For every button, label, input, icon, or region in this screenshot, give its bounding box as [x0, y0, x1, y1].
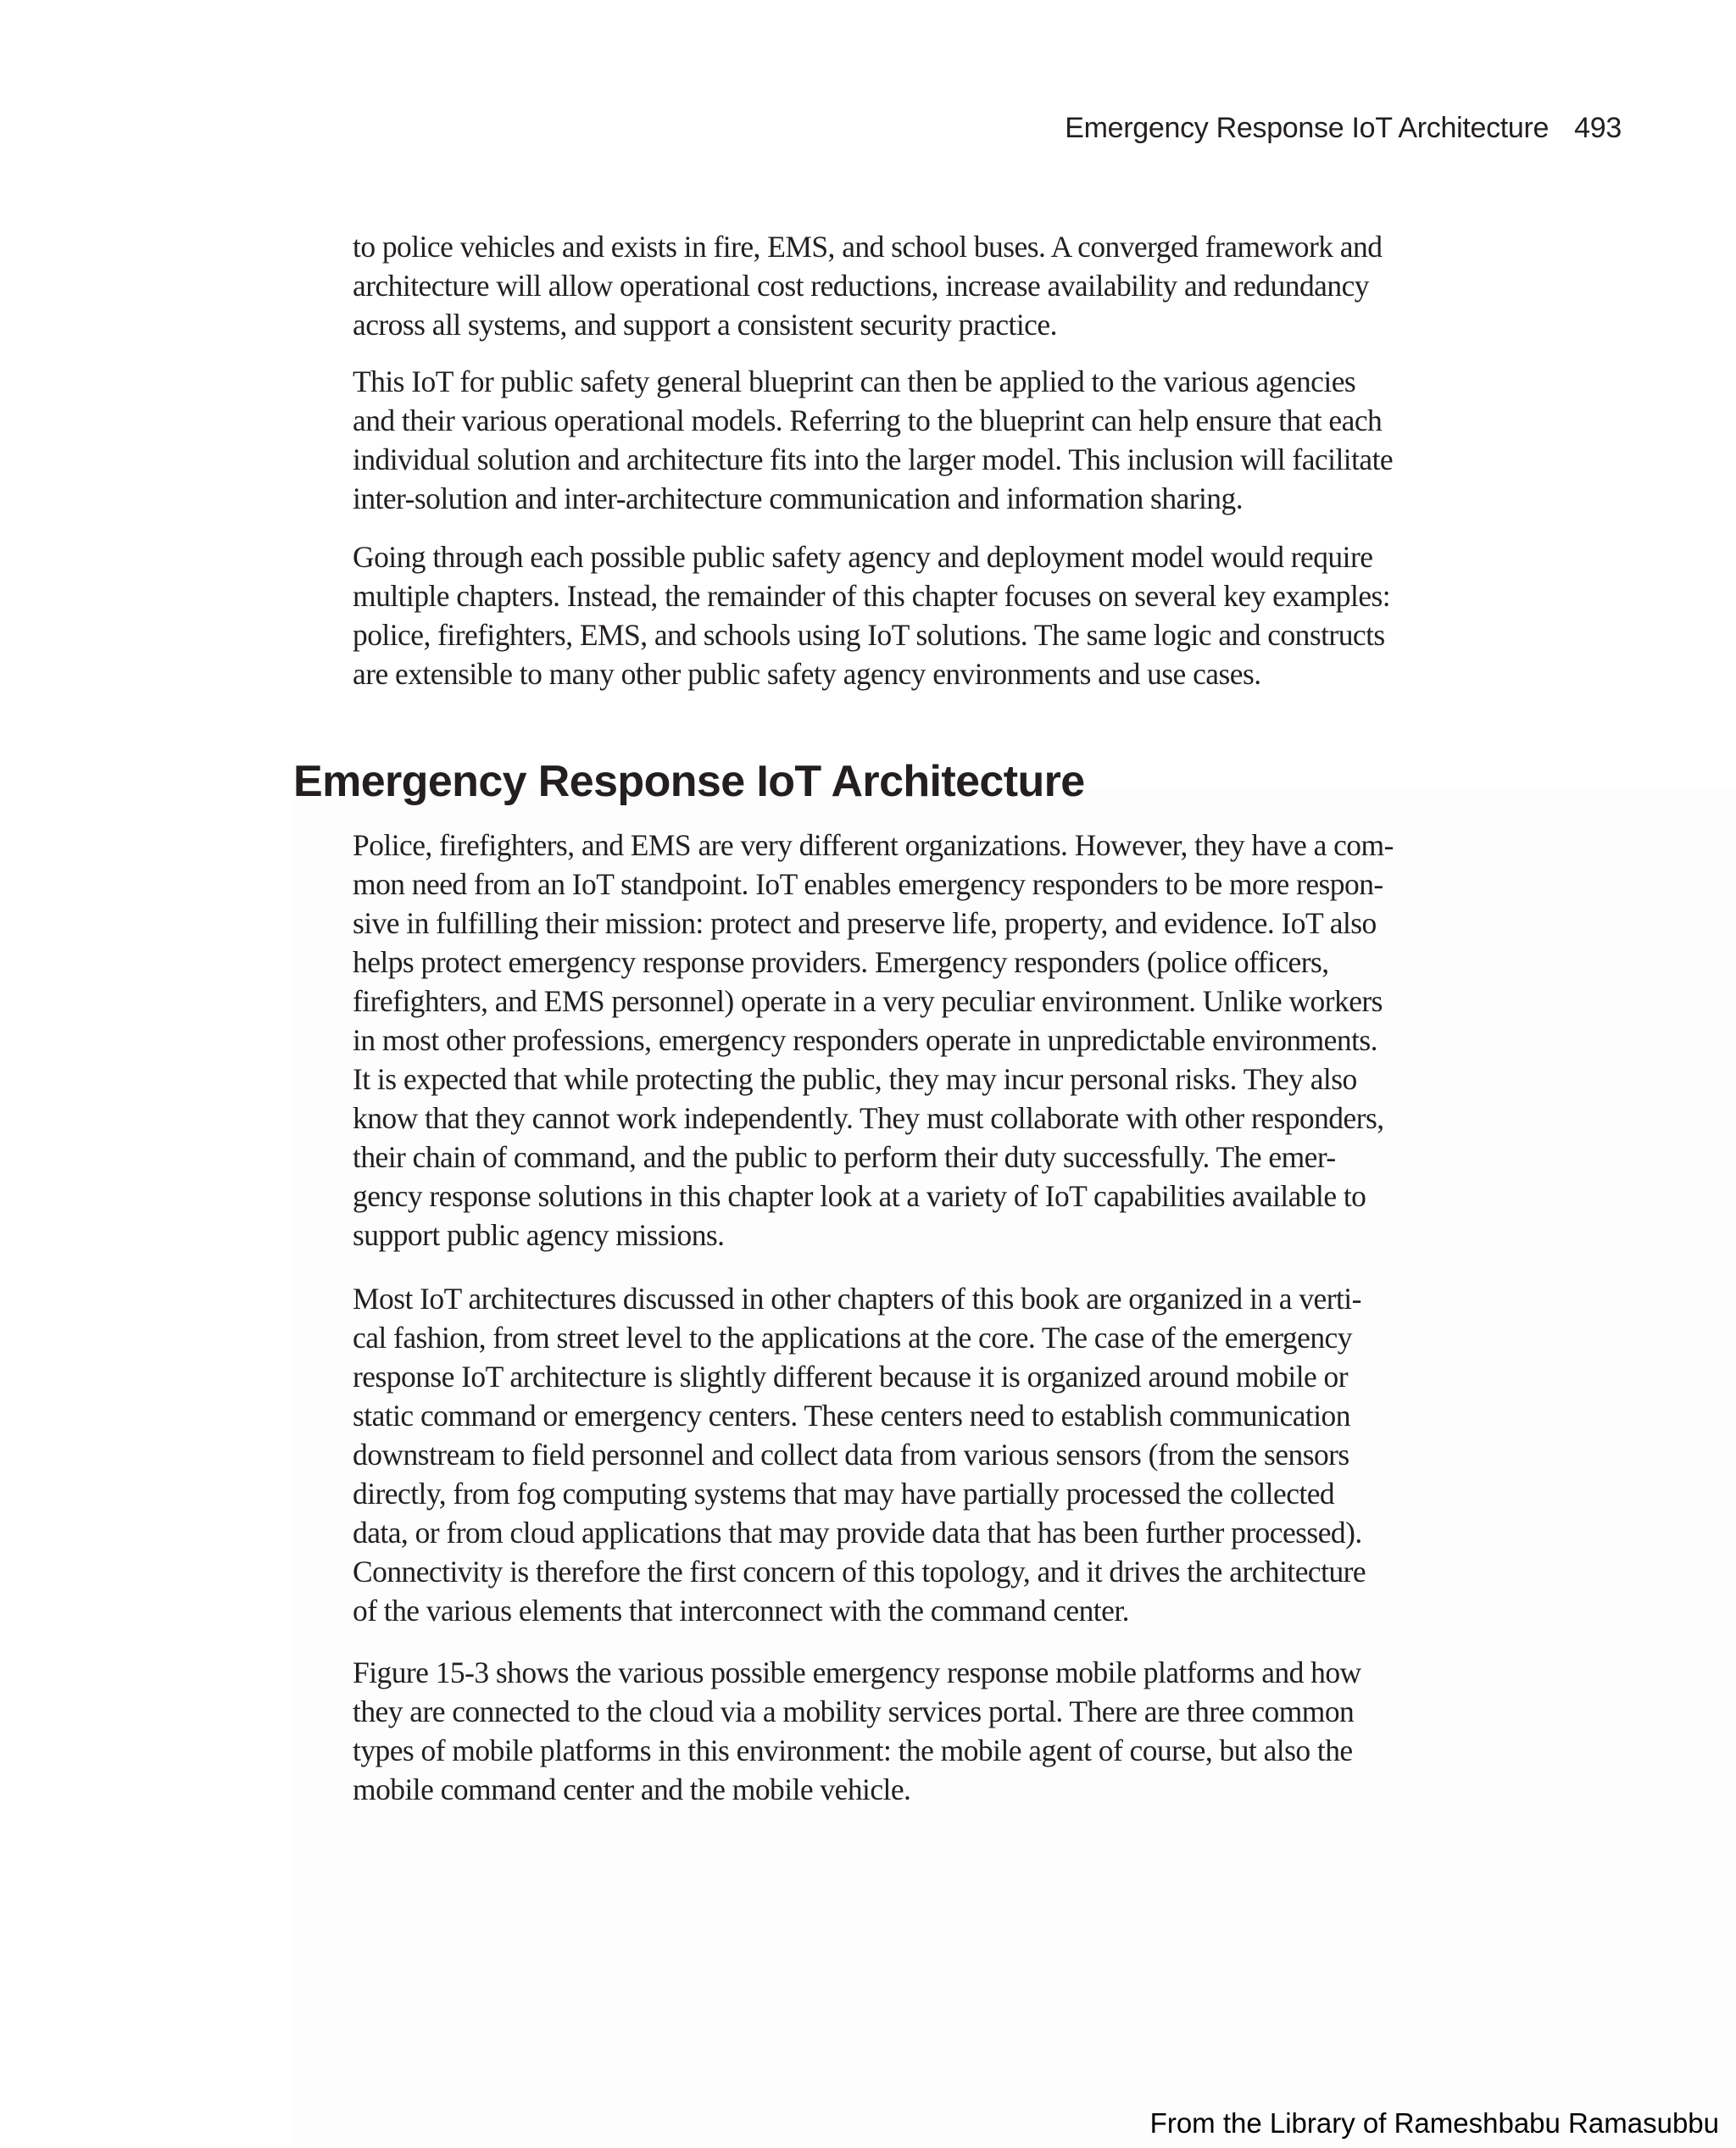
text-line: It is expected that while protecting the public, they may incur personal risks. They also: [353, 1062, 1357, 1096]
text-line: and their various operational models. Referring to the blueprint can help ensure that each: [353, 403, 1383, 437]
text-line: police, firefighters, EMS, and schools using IoT solutions. The same logic and constructs: [353, 618, 1385, 652]
running-head: [1065, 112, 1622, 145]
section-heading: Emergency Response IoT Architecture: [293, 757, 1085, 806]
text-line: across all systems, and support a consistent security practice.: [353, 308, 1057, 342]
text-line: directly, from fog computing systems that may have partially processed the collected: [353, 1477, 1335, 1511]
text-line: support public agency missions.: [353, 1218, 725, 1252]
text-line: they are connected to the cloud via a mobility services portal. There are three common: [353, 1694, 1355, 1728]
intro-paragraph-2: [353, 362, 1505, 518]
text-line: types of mobile platforms in this environment: the mobile agent of course, but also the: [353, 1733, 1353, 1767]
section-paragraph-2: [353, 1279, 1505, 1630]
text-line: helps protect emergency response providers. Emergency responders (police officers,: [353, 945, 1329, 979]
text-line: cal fashion, from street level to the applications at the core. The case of the emergency: [353, 1321, 1352, 1355]
text-line: their chain of command, and the public to perform their duty successfully. The emer-: [353, 1140, 1336, 1174]
running-head-title: Emergency Response IoT Architecture: [1065, 112, 1550, 144]
text-line: individual solution and architecture fits into the larger model. This inclusion will facilitate: [353, 442, 1394, 476]
library-watermark: From the Library of Rameshbabu Ramasubbu: [1149, 2107, 1719, 2139]
text-line: to police vehicles and exists in fire, EMS, and school buses. A converged framework and: [353, 230, 1383, 264]
text-line: mobile command center and the mobile vehicle.: [353, 1772, 911, 1806]
page-number: 493: [1574, 112, 1622, 144]
text-line: static command or emergency centers. These centers need to establish communication: [353, 1399, 1350, 1433]
text-line: architecture will allow operational cost reductions, increase availability and redundancy: [353, 269, 1369, 303]
text-line: Going through each possible public safety agency and deployment model would require: [353, 540, 1373, 574]
text-line: are extensible to many other public safety agency environments and use cases.: [353, 657, 1261, 691]
text-line: in most other professions, emergency responders operate in unpredictable environments.: [353, 1023, 1377, 1057]
text-line: multiple chapters. Instead, the remainder of this chapter focuses on several key examples:: [353, 579, 1391, 613]
text-line: response IoT architecture is slightly different because it is organized around mobile or: [353, 1360, 1349, 1394]
text-line: inter-solution and inter-architecture communication and information sharing.: [353, 481, 1244, 515]
section-paragraph-1: [353, 826, 1505, 1255]
text-line: gency response solutions in this chapter look at a variety of IoT capabilities available to: [353, 1179, 1366, 1213]
text-line: downstream to field personnel and collect data from various sensors (from the sensors: [353, 1438, 1349, 1472]
text-line: This IoT for public safety general blueprint can then be applied to the various agencies: [353, 364, 1356, 398]
text-line: data, or from cloud applications that may provide data that has been further processed).: [353, 1516, 1362, 1550]
text-line: know that they cannot work independently. They must collaborate with other responders,: [353, 1101, 1384, 1135]
text-line: sive in fulfilling their mission: protect and preserve life, property, and evidence. IoT also: [353, 906, 1377, 940]
text-line: mon need from an IoT standpoint. IoT enables emergency responders to be more respon-: [353, 867, 1383, 901]
intro-paragraph-3: [353, 537, 1505, 693]
text-line: firefighters, and EMS personnel) operate in a very peculiar environment. Unlike workers: [353, 984, 1383, 1018]
text-line: Figure 15-3 shows the various possible emergency response mobile platforms and how: [353, 1656, 1361, 1689]
text-line: Most IoT architectures discussed in other chapters of this book are organized in a verti-: [353, 1282, 1361, 1316]
text-line: Connectivity is therefore the first concern of this topology, and it drives the architecture: [353, 1555, 1366, 1589]
text-line: of the various elements that interconnect with the command center.: [353, 1594, 1129, 1628]
section-paragraph-3: [353, 1653, 1505, 1809]
text-line: Police, firefighters, and EMS are very different organizations. However, they have a com-: [353, 828, 1394, 862]
intro-paragraph-1: [353, 227, 1505, 344]
